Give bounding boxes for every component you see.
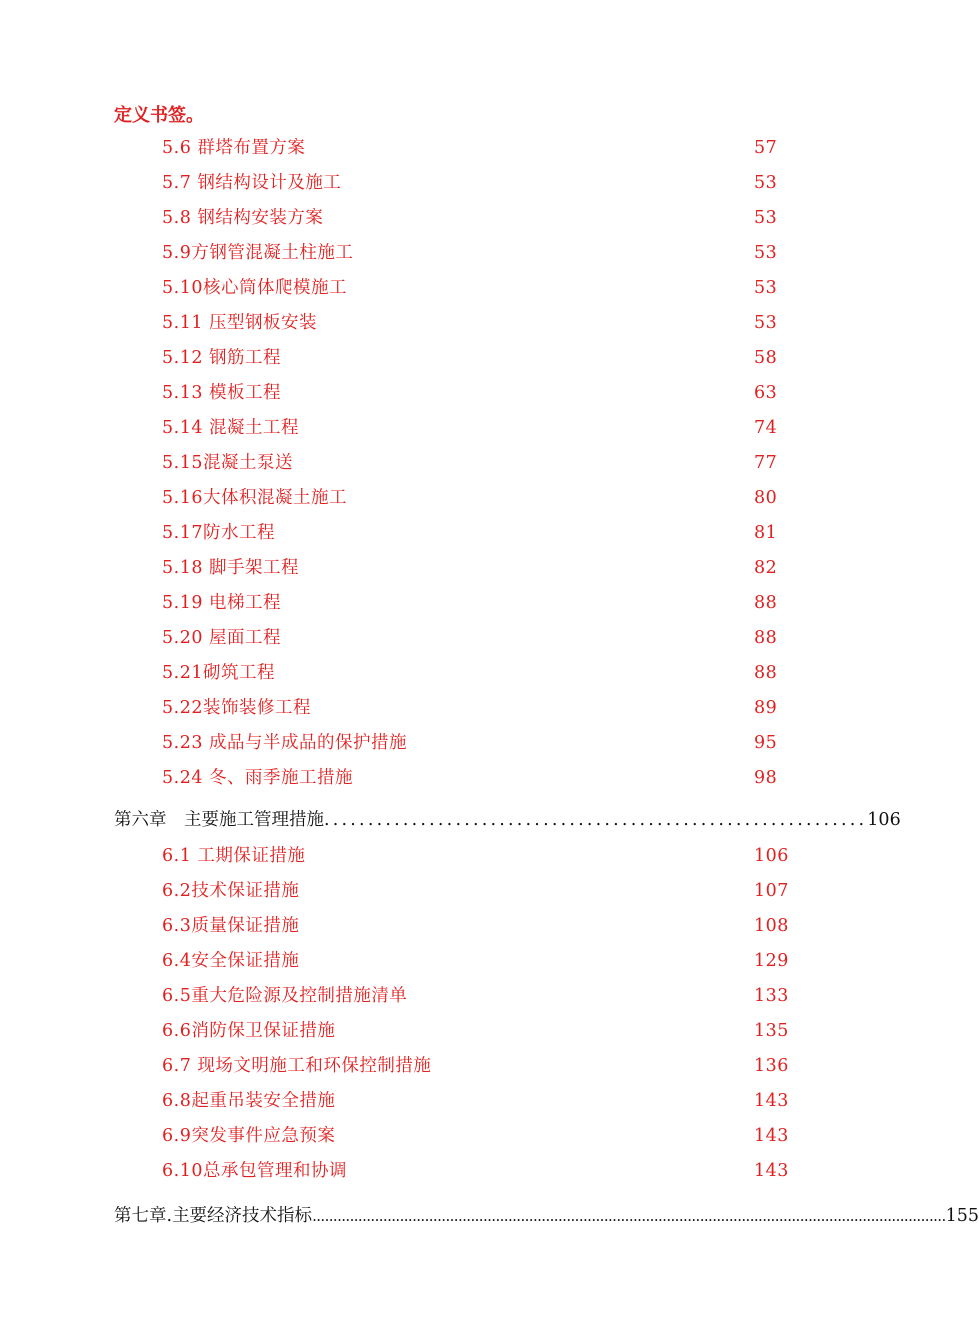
toc-entry-page: 135 xyxy=(754,1021,789,1041)
toc-entry-title: 5.8 钢结构安装方案 xyxy=(162,208,324,228)
toc-entry-page: 82 xyxy=(754,558,778,578)
toc-entry-title: 6.2技术保证措施 xyxy=(162,881,300,901)
toc-entry-5-17[interactable] xyxy=(162,520,782,546)
toc-entry-title: 5.6 群塔布置方案 xyxy=(162,138,306,158)
toc-entry-title: 5.13 模板工程 xyxy=(162,383,282,403)
toc-chapter-page: 106 xyxy=(867,810,901,830)
toc-entry-5-11[interactable] xyxy=(162,310,782,336)
toc-entry-page: 88 xyxy=(754,663,778,683)
toc-entry-title: 5.24 冬、雨季施工措施 xyxy=(162,768,354,788)
toc-entry-5-7[interactable] xyxy=(162,170,782,196)
toc-entry-5-15[interactable] xyxy=(162,450,782,476)
toc-entry-6-6[interactable] xyxy=(162,1018,789,1044)
toc-entry-page: 95 xyxy=(754,733,778,753)
toc-entry-title: 5.12 钢筋工程 xyxy=(162,348,282,368)
toc-entry-5-6[interactable] xyxy=(162,135,782,161)
toc-entry-title: 5.20 屋面工程 xyxy=(162,628,282,648)
toc-chapter-page: 155 xyxy=(945,1206,979,1226)
toc-entry-5-24[interactable] xyxy=(162,765,782,791)
toc-entry-6-10[interactable] xyxy=(162,1158,789,1184)
toc-entry-page: 80 xyxy=(754,488,778,508)
bookmark-error-text: 定义书签。 xyxy=(114,105,204,126)
toc-entry-title: 5.10核心筒体爬模施工 xyxy=(162,278,347,298)
toc-entry-title: 6.9突发事件应急预案 xyxy=(162,1126,336,1146)
toc-entry-page: 143 xyxy=(754,1126,789,1146)
toc-entry-6-4[interactable] xyxy=(162,948,789,974)
toc-entry-page: 57 xyxy=(754,138,778,158)
toc-entry-title: 5.23 成品与半成品的保护措施 xyxy=(162,733,408,753)
toc-entry-page: 74 xyxy=(754,418,778,438)
toc-entry-title: 5.11 压型钢板安装 xyxy=(162,313,318,333)
toc-chapter-title: 第六章 主要施工管理措施 xyxy=(114,810,324,830)
toc-chapter-7[interactable] xyxy=(114,1203,979,1229)
toc-chapter-title: 第七章.主要经济技术指标 xyxy=(114,1206,313,1226)
toc-entry-5-13[interactable] xyxy=(162,380,782,406)
toc-entry-6-9[interactable] xyxy=(162,1123,789,1149)
toc-entry-title: 6.1 工期保证措施 xyxy=(162,846,306,866)
toc-entry-page: 106 xyxy=(754,846,789,866)
toc-entry-5-21[interactable] xyxy=(162,660,782,686)
toc-entry-page: 53 xyxy=(754,243,778,263)
toc-entry-page: 81 xyxy=(754,523,778,543)
toc-entry-page: 108 xyxy=(754,916,789,936)
toc-entry-page: 98 xyxy=(754,768,778,788)
toc-entry-5-20[interactable] xyxy=(162,625,782,651)
toc-entry-5-12[interactable] xyxy=(162,345,782,371)
toc-entry-page: 88 xyxy=(754,628,778,648)
toc-entry-page: 88 xyxy=(754,593,778,613)
toc-entry-title: 6.8起重吊装安全措施 xyxy=(162,1091,336,1111)
toc-entry-5-23[interactable] xyxy=(162,730,782,756)
toc-entry-title: 5.15混凝土泵送 xyxy=(162,453,293,473)
toc-entry-page: 136 xyxy=(754,1056,789,1076)
toc-entry-title: 5.19 电梯工程 xyxy=(162,593,282,613)
toc-entry-page: 133 xyxy=(754,986,789,1006)
toc-entry-page: 53 xyxy=(754,208,778,228)
toc-entry-title: 6.4安全保证措施 xyxy=(162,951,300,971)
toc-entry-title: 6.6消防保卫保证措施 xyxy=(162,1021,336,1041)
toc-entry-title: 5.14 混凝土工程 xyxy=(162,418,300,438)
toc-entry-title: 6.3质量保证措施 xyxy=(162,916,300,936)
toc-entry-title: 6.7 现场文明施工和环保控制措施 xyxy=(162,1056,432,1076)
toc-entry-page: 89 xyxy=(754,698,778,718)
toc-entry-5-14[interactable] xyxy=(162,415,782,441)
toc-entry-6-2[interactable] xyxy=(162,878,789,904)
toc-entry-page: 58 xyxy=(754,348,778,368)
toc-entry-page: 77 xyxy=(754,453,778,473)
toc-entry-6-5[interactable] xyxy=(162,983,789,1009)
toc-entry-page: 129 xyxy=(754,951,789,971)
toc-entry-title: 5.9方钢管混凝土柱施工 xyxy=(162,243,354,263)
toc-entry-page: 53 xyxy=(754,278,778,298)
toc-entry-page: 63 xyxy=(754,383,778,403)
toc-entry-page: 53 xyxy=(754,313,778,333)
toc-entry-page: 143 xyxy=(754,1161,789,1181)
toc-entry-5-19[interactable] xyxy=(162,590,782,616)
toc-entry-5-10[interactable] xyxy=(162,275,782,301)
toc-entry-5-9[interactable] xyxy=(162,240,782,266)
toc-entry-page: 143 xyxy=(754,1091,789,1111)
toc-entry-title: 5.16大体积混凝土施工 xyxy=(162,488,347,508)
toc-entry-title: 5.21砌筑工程 xyxy=(162,663,275,683)
toc-entry-6-1[interactable] xyxy=(162,843,789,869)
toc-entry-title: 6.5重大危险源及控制措施清单 xyxy=(162,986,408,1006)
toc-entry-title: 5.22装饰装修工程 xyxy=(162,698,311,718)
toc-entry-5-16[interactable] xyxy=(162,485,782,511)
toc-entry-page: 53 xyxy=(754,173,778,193)
toc-entry-6-7[interactable] xyxy=(162,1053,789,1079)
toc-dot-leader: ........................................................................................................................................................ xyxy=(312,1207,946,1225)
toc-entry-5-18[interactable] xyxy=(162,555,782,581)
toc-dot-leader: .............................................................. xyxy=(324,810,868,830)
toc-entry-5-22[interactable] xyxy=(162,695,782,721)
toc-entry-6-8[interactable] xyxy=(162,1088,789,1114)
toc-entry-title: 5.17防水工程 xyxy=(162,523,275,543)
toc-entry-5-8[interactable] xyxy=(162,205,782,231)
toc-entry-title: 6.10总承包管理和协调 xyxy=(162,1161,347,1181)
toc-entry-page: 107 xyxy=(754,881,789,901)
toc-entry-6-3[interactable] xyxy=(162,913,789,939)
toc-entry-title: 5.18 脚手架工程 xyxy=(162,558,300,578)
toc-entry-title: 5.7 钢结构设计及施工 xyxy=(162,173,342,193)
toc-chapter-6[interactable] xyxy=(114,807,901,833)
